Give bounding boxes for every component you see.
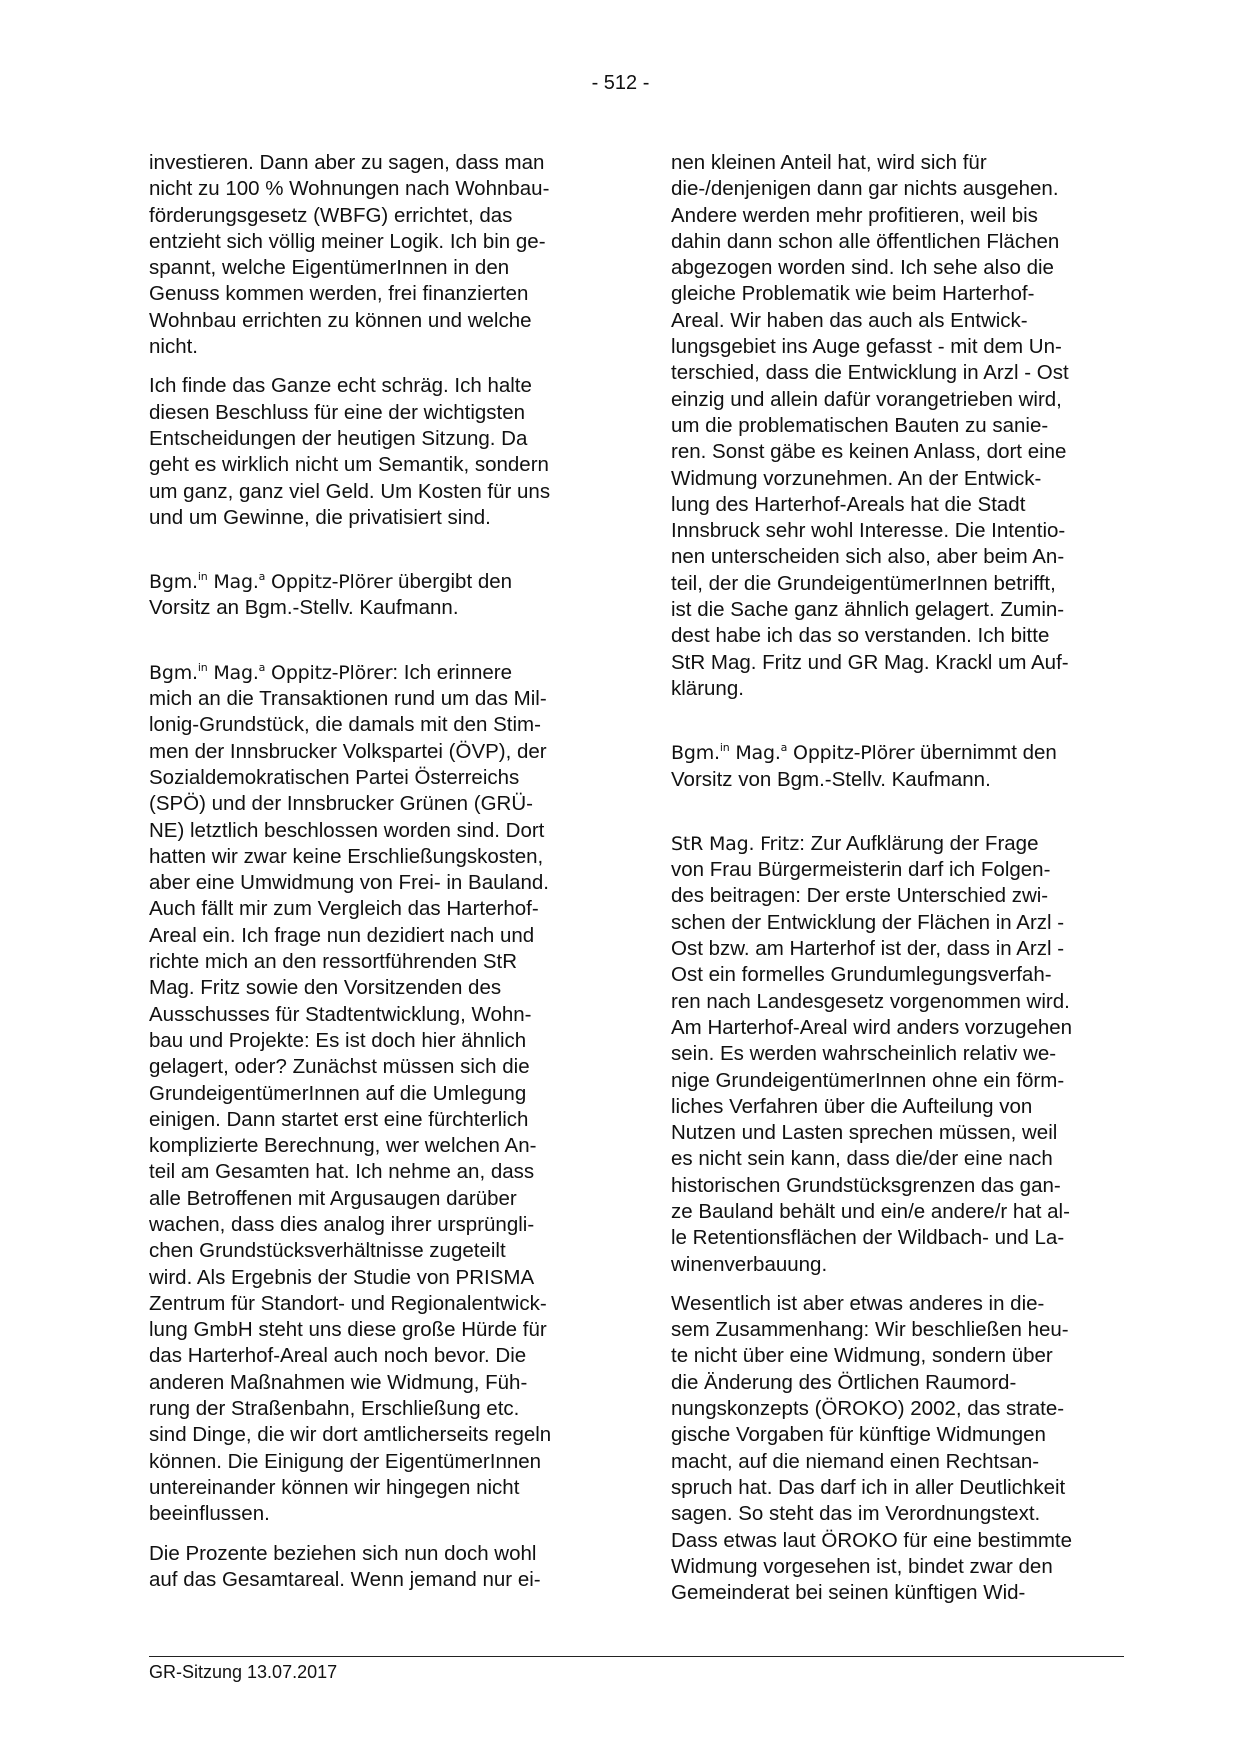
text-line	[671, 413, 1131, 439]
line-text: Nutzen und Lasten sprechen müssen, weil	[671, 1121, 1058, 1145]
line-text: sagen. So steht das im Verordnungstext.	[671, 1502, 1041, 1526]
line-text: : Ich erinnere	[392, 660, 513, 684]
text-line	[671, 203, 1131, 229]
text-line	[671, 1199, 1131, 1225]
line-text: förderungsgesetz (WBFG) errichtet, das	[149, 203, 513, 227]
text-line	[149, 595, 609, 621]
speaker-name	[149, 571, 392, 593]
line-text: liches Verfahren über die Aufteilung von	[671, 1094, 1033, 1118]
text-line	[149, 1028, 609, 1054]
line-text: teil, der die GrundeigentümerInnen betrifft,	[671, 571, 1056, 595]
text-line	[149, 569, 609, 595]
text-line	[149, 505, 609, 531]
line-text: einzig und allein dafür vorangetrieben wird,	[671, 387, 1062, 411]
text-line	[149, 1159, 609, 1185]
line-text: Ost ein formelles Grundumlegungsverfah-	[671, 963, 1052, 987]
line-text: Ich finde das Ganze echt schräg. Ich halte	[149, 374, 532, 398]
line-text: einigen. Dann startet erst eine fürchterlich	[149, 1107, 529, 1131]
text-line	[671, 936, 1131, 962]
text-line	[671, 1449, 1131, 1475]
text-line	[671, 1094, 1131, 1120]
line-text: lungsgebiet ins Auge gefasst - mit dem Un-	[671, 335, 1062, 359]
superscript: in	[197, 660, 208, 674]
text-line	[149, 975, 609, 1001]
line-text: von Frau Bürgermeisterin darf ich Folgen-	[671, 858, 1051, 882]
line-text: diesen Beschluss für eine der wichtigsten	[149, 400, 526, 424]
speaker-title: Bgm.	[149, 571, 198, 594]
line-text: Vorsitz von Bgm.-Stellv. Kaufmann.	[671, 767, 991, 791]
line-text: sem Zusammenhang: Wir beschließen heu-	[671, 1318, 1069, 1342]
text-line	[671, 229, 1131, 255]
line-text: und um Gewinne, die privatisiert sind.	[149, 505, 491, 529]
text-line	[671, 1146, 1131, 1172]
right-column	[671, 150, 1131, 1619]
line-text: das Harterhof-Areal auch noch bevor. Die	[149, 1344, 527, 1368]
procedural-note	[671, 740, 1131, 793]
text-line	[671, 360, 1131, 386]
text-line	[671, 1422, 1131, 1448]
line-text: können. Die Einigung der EigentümerInnen	[149, 1449, 542, 1473]
line-text: chen Grundstücksverhältnisse zugeteilt	[149, 1239, 506, 1263]
text-line	[671, 910, 1131, 936]
line-text: um ganz, ganz viel Geld. Um Kosten für uns	[149, 479, 551, 503]
speaker-name	[149, 662, 392, 684]
line-text: gische Vorgaben für künftige Widmungen	[671, 1423, 1046, 1447]
speaker-name	[671, 742, 914, 764]
text-line	[671, 1291, 1131, 1317]
line-text: komplizierte Berechnung, wer welchen An-	[149, 1134, 537, 1158]
line-text: Widmung vorgesehen ist, bindet zwar den	[671, 1554, 1053, 1578]
line-text: lonig-Grundstück, die damals mit den Stim-	[149, 713, 541, 737]
line-text: schen der Entwicklung der Flächen in Arzl -	[671, 910, 1065, 934]
text-line	[671, 1252, 1131, 1278]
text-line	[671, 1475, 1131, 1501]
superscript: in	[719, 741, 730, 755]
line-text: wachen, dass dies analog ihrer ursprüngli-	[149, 1212, 535, 1236]
text-line	[671, 1343, 1131, 1369]
text-line	[149, 739, 609, 765]
text-line	[671, 1370, 1131, 1396]
line-text: wird. Als Ergebnis der Studie von PRISMA	[149, 1265, 535, 1289]
line-text: richte mich an den ressortführenden StR	[149, 950, 518, 974]
text-line	[149, 765, 609, 791]
line-text: Wohnbau errichten zu können und welche	[149, 308, 532, 332]
line-text: übergibt den	[392, 570, 513, 594]
text-line	[149, 1081, 609, 1107]
footer-divider	[149, 1656, 1124, 1657]
line-text: Areal ein. Ich frage nun dezidiert nach und	[149, 923, 535, 947]
text-line	[671, 767, 1131, 793]
line-text: Sozialdemokratischen Partei Österreichs	[149, 765, 520, 789]
text-line	[149, 229, 609, 255]
line-text: sind Dinge, die wir dort amtlicherseits regeln	[149, 1423, 552, 1447]
line-text: nicht zu 100 % Wohnungen nach Wohnbau-	[149, 177, 550, 201]
line-text: le Retentionsflächen der Wildbach- und La-	[671, 1226, 1065, 1250]
text-line	[149, 1501, 609, 1527]
line-text: Vorsitz an Bgm.-Stellv. Kaufmann.	[149, 596, 459, 620]
text-line	[671, 962, 1131, 988]
text-line	[671, 740, 1131, 766]
line-text: die Änderung des Örtlichen Raumord-	[671, 1370, 1017, 1394]
line-text: : Zur Aufklärung der Frage	[799, 831, 1039, 855]
text-line	[671, 518, 1131, 544]
line-text: winenverbauung.	[671, 1252, 828, 1276]
superscript: in	[197, 570, 208, 584]
line-text: anderen Maßnahmen wie Widmung, Füh-	[149, 1370, 528, 1394]
speaker-title: Mag.	[207, 571, 259, 594]
text-line	[671, 623, 1131, 649]
line-text: Auch fällt mir zum Vergleich das Harterhof-	[149, 897, 539, 921]
line-text: alle Betroffenen mit Argusaugen darüber	[149, 1186, 517, 1210]
line-text: Ausschusses für Stadtentwicklung, Wohn-	[149, 1002, 532, 1026]
text-line	[149, 334, 609, 360]
text-line	[149, 1238, 609, 1264]
line-text: die-/denjenigen dann gar nichts ausgehen.	[671, 177, 1059, 201]
text-line	[671, 1528, 1131, 1554]
text-line	[149, 1449, 609, 1475]
text-line	[149, 660, 609, 686]
line-text: Areal. Wir haben das auch als Entwick-	[671, 308, 1028, 332]
line-text: aber eine Umwidmung von Frei- in Bauland.	[149, 871, 549, 895]
line-text: NE) letztlich beschlossen worden sind. Dort	[149, 818, 545, 842]
text-line	[149, 1291, 609, 1317]
text-line	[149, 818, 609, 844]
speaker-title: Bgm.	[671, 742, 720, 765]
paragraph	[149, 1541, 609, 1594]
text-line	[149, 791, 609, 817]
left-column	[149, 150, 609, 1606]
text-line	[671, 150, 1131, 176]
paragraph	[671, 150, 1131, 702]
line-text: hatten wir zwar keine Erschließungskosten,	[149, 844, 544, 868]
text-line	[149, 1317, 609, 1343]
speaker-title: Mag.	[207, 661, 259, 684]
line-text: nungskonzepts (ÖROKO) 2002, das strate-	[671, 1397, 1065, 1421]
text-line	[149, 203, 609, 229]
text-line	[671, 387, 1131, 413]
text-line	[149, 1422, 609, 1448]
line-text: Innsbruck sehr wohl Interesse. Die Intentio-	[671, 519, 1066, 543]
line-text: ren nach Landesgesetz vorgenommen wird.	[671, 989, 1070, 1013]
text-line	[149, 949, 609, 975]
line-text: gleiche Problematik wie beim Harterhof-	[671, 282, 1035, 306]
text-line	[671, 439, 1131, 465]
line-text: übernimmt den	[914, 741, 1057, 765]
superscript: a	[258, 570, 266, 584]
line-text: historischen Grundstücksgrenzen das gan-	[671, 1173, 1061, 1197]
line-text: men der Innsbrucker Volkspartei (ÖVP), der	[149, 739, 547, 763]
text-line	[149, 150, 609, 176]
line-text: sein. Es werden wahrscheinlich relativ we-	[671, 1042, 1057, 1066]
line-text: dest habe ich das so verstanden. Ich bitte	[671, 624, 1050, 648]
text-line	[671, 1068, 1131, 1094]
line-text: terschied, dass die Entwicklung in Arzl - Ost	[671, 361, 1069, 385]
text-line	[149, 452, 609, 478]
text-line	[149, 1567, 609, 1593]
line-text: geht es wirklich nicht um Semantik, sondern	[149, 453, 549, 477]
speaker-title: Bgm.	[149, 661, 198, 684]
line-text: beeinflussen.	[149, 1502, 270, 1526]
line-text: klärung.	[671, 676, 744, 700]
text-line	[671, 308, 1131, 334]
text-line	[671, 1317, 1131, 1343]
text-line	[671, 1041, 1131, 1067]
paragraph	[149, 373, 609, 531]
line-text: macht, auf die niemand einen Rechtsan-	[671, 1449, 1040, 1473]
line-text: Andere werden mehr profitieren, weil bis	[671, 203, 1038, 227]
line-text: ze Bauland behält und ein/e andere/r hat al-	[671, 1199, 1070, 1223]
line-text: lung des Harterhof-Areals hat die Stadt	[671, 492, 1026, 516]
text-line	[149, 1002, 609, 1028]
text-line	[671, 281, 1131, 307]
speech-paragraph	[149, 660, 609, 1528]
superscript: a	[258, 660, 266, 674]
text-line	[671, 650, 1131, 676]
text-line	[671, 1554, 1131, 1580]
footer-text: GR-Sitzung 13.07.2017	[149, 1662, 338, 1682]
text-line	[671, 255, 1131, 281]
text-line	[149, 1265, 609, 1291]
text-line	[671, 1501, 1131, 1527]
text-line	[149, 308, 609, 334]
speaker-surname: Oppitz-Plörer	[265, 571, 393, 594]
line-text: Am Harterhof-Areal wird anders vorzugehen	[671, 1015, 1073, 1039]
text-line	[671, 571, 1131, 597]
text-line	[149, 426, 609, 452]
line-text: mich an die Transaktionen rund um das Mil-	[149, 687, 547, 711]
text-line	[149, 1370, 609, 1396]
procedural-note	[149, 569, 609, 622]
line-text: investieren. Dann aber zu sagen, dass man	[149, 151, 545, 174]
line-text: nicht.	[149, 335, 198, 359]
text-line	[149, 1541, 609, 1567]
text-line	[149, 176, 609, 202]
speech-paragraph	[671, 831, 1131, 1278]
text-line	[149, 1186, 609, 1212]
line-text: spannt, welche EigentümerInnen in den	[149, 256, 510, 280]
speaker-title: Mag.	[729, 742, 781, 765]
line-text: abgezogen worden sind. Ich sehe also die	[671, 256, 1054, 280]
text-line	[671, 597, 1131, 623]
line-text: Wesentlich ist aber etwas anderes in die-	[671, 1291, 1045, 1315]
line-text: bau und Projekte: Es ist doch hier ähnlich	[149, 1028, 527, 1052]
text-line	[671, 831, 1131, 857]
line-text: Dass etwas laut ÖROKO für eine bestimmte	[671, 1528, 1073, 1552]
text-line	[149, 686, 609, 712]
page-number: - 512 -	[591, 72, 650, 94]
text-line	[149, 1212, 609, 1238]
text-line	[671, 1120, 1131, 1146]
line-text: Die Prozente beziehen sich nun doch wohl	[149, 1541, 537, 1565]
text-line	[149, 281, 609, 307]
line-text: spruch hat. Das darf ich in aller Deutlichkeit	[671, 1475, 1066, 1499]
superscript: a	[780, 741, 788, 755]
line-text: auf das Gesamtareal. Wenn jemand nur ei-	[149, 1567, 541, 1591]
text-line	[149, 1343, 609, 1369]
line-text: dahin dann schon alle öffentlichen Flächen	[671, 229, 1060, 253]
line-text: lung GmbH steht uns diese große Hürde für	[149, 1318, 547, 1342]
text-line	[149, 1396, 609, 1422]
text-line	[671, 1225, 1131, 1251]
paragraph	[671, 1291, 1131, 1607]
line-text: GrundeigentümerInnen auf die Umlegung	[149, 1081, 527, 1105]
line-text: es nicht sein kann, dass die/der eine nach	[671, 1147, 1053, 1171]
speaker-surname: Oppitz-Plörer	[787, 742, 915, 765]
text-line	[671, 857, 1131, 883]
text-line	[671, 334, 1131, 360]
text-line	[149, 896, 609, 922]
text-line	[671, 466, 1131, 492]
text-line	[149, 870, 609, 896]
text-line	[671, 1015, 1131, 1041]
line-text: StR Mag. Fritz und GR Mag. Krackl um Auf-	[671, 650, 1069, 674]
line-text: Gemeinderat bei seinen künftigen Wid-	[671, 1581, 1026, 1605]
line-text: Genuss kommen werden, frei finanzierten	[149, 282, 529, 306]
paragraph	[149, 150, 609, 360]
line-text: ist die Sache ganz ähnlich gelagert. Zumin-	[671, 598, 1065, 622]
text-line	[149, 1054, 609, 1080]
text-line	[671, 176, 1131, 202]
text-line	[671, 1173, 1131, 1199]
text-line	[149, 1475, 609, 1501]
text-line	[671, 492, 1131, 518]
text-line	[671, 544, 1131, 570]
text-line	[671, 676, 1131, 702]
line-text: entzieht sich völlig meiner Logik. Ich bin ge-	[149, 229, 546, 253]
text-line	[671, 1580, 1131, 1606]
line-text: des beitragen: Der erste Unterschied zwi-	[671, 884, 1049, 908]
line-text: Entscheidungen der heutigen Sitzung. Da	[149, 426, 528, 450]
speaker-name: StR Mag. Fritz	[671, 832, 800, 855]
line-text: rung der Straßenbahn, Erschließung etc.	[149, 1397, 520, 1421]
line-text: Ost bzw. am Harterhof ist der, dass in Arzl -	[671, 937, 1065, 961]
line-text: um die problematischen Bauten zu sanie-	[671, 413, 1049, 437]
line-text: Mag. Fritz sowie den Vorsitzenden des	[149, 976, 502, 1000]
speaker-surname: Oppitz-Plörer	[265, 661, 393, 684]
line-text: nige GrundeigentümerInnen ohne ein förm-	[671, 1068, 1065, 1092]
text-line	[671, 1396, 1131, 1422]
line-text: teil am Gesamten hat. Ich nehme an, dass	[149, 1160, 535, 1184]
line-text: nen kleinen Anteil hat, wird sich für	[671, 151, 987, 174]
text-line	[149, 1133, 609, 1159]
line-text: (SPÖ) und der Innsbrucker Grünen (GRÜ-	[149, 792, 533, 816]
text-line	[149, 400, 609, 426]
text-line	[149, 255, 609, 281]
text-line	[149, 1107, 609, 1133]
text-line	[671, 883, 1131, 909]
line-text: te nicht über eine Widmung, sondern über	[671, 1344, 1053, 1368]
line-text: ren. Sonst gäbe es keinen Anlass, dort eine	[671, 440, 1067, 464]
line-text: untereinander können wir hingegen nicht	[149, 1475, 520, 1499]
text-line	[671, 989, 1131, 1015]
line-text: Widmung vorzunehmen. An der Entwick-	[671, 466, 1042, 490]
line-text: nen unterscheiden sich also, aber beim An-	[671, 545, 1065, 569]
line-text: gelagert, oder? Zunächst müssen sich die	[149, 1055, 530, 1079]
text-line	[149, 923, 609, 949]
text-line	[149, 373, 609, 399]
text-line	[149, 844, 609, 870]
text-line	[149, 479, 609, 505]
line-text: Zentrum für Standort- und Regionalentwick-	[149, 1291, 547, 1315]
text-line	[149, 712, 609, 738]
